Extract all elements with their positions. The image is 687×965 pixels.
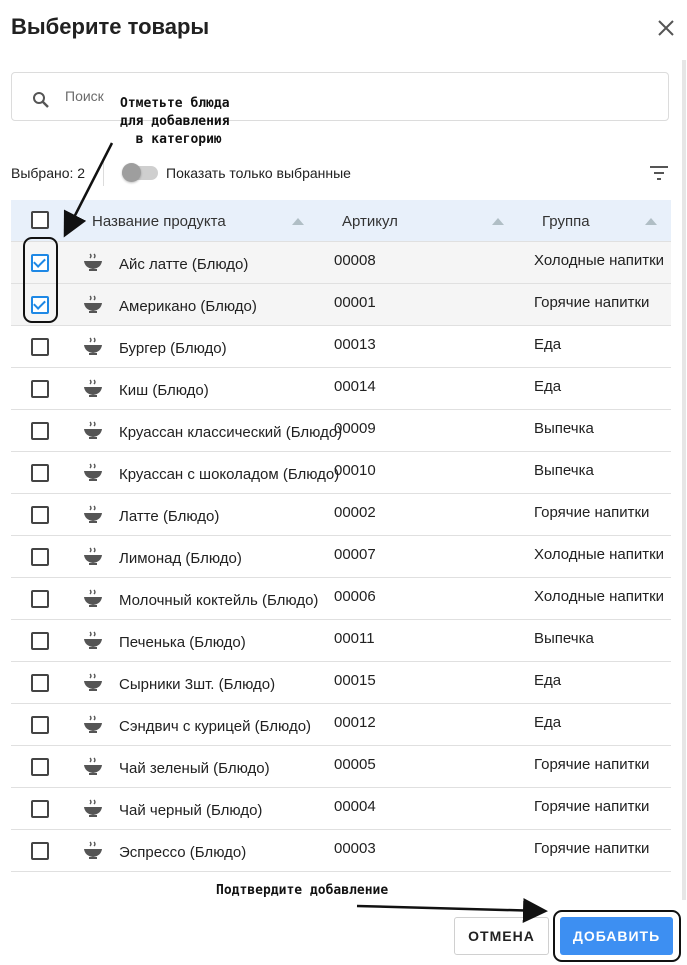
dish-icon: [83, 462, 103, 482]
product-group: Горячие напитки: [534, 504, 650, 521]
table-row[interactable]: [11, 494, 671, 536]
row-checkbox[interactable]: [31, 800, 49, 818]
product-group: Выпечка: [534, 462, 594, 479]
dish-icon: [83, 294, 103, 314]
product-name: Сырники 3шт. (Блюдо): [119, 676, 276, 693]
sort-group-icon[interactable]: [645, 218, 657, 225]
product-name: Печенька (Блюдо): [119, 634, 246, 651]
sort-sku-icon[interactable]: [492, 218, 504, 225]
product-group: Выпечка: [534, 420, 594, 437]
table-row[interactable]: [11, 452, 671, 494]
table-row[interactable]: [11, 620, 671, 662]
product-name: Круассан с шоколадом (Блюдо): [119, 466, 340, 483]
column-header-name[interactable]: Название продукта: [92, 213, 226, 230]
product-sku: 00007: [334, 546, 376, 563]
dish-icon: [83, 798, 103, 818]
table-row[interactable]: [11, 368, 671, 410]
filter-button[interactable]: [648, 164, 670, 182]
search-box[interactable]: [11, 72, 669, 121]
row-checkbox[interactable]: [31, 338, 49, 356]
dish-icon: [83, 420, 103, 440]
scrollbar[interactable]: [682, 60, 686, 900]
row-checkbox[interactable]: [31, 464, 49, 482]
product-group: Холодные напитки: [534, 252, 665, 269]
row-checkbox[interactable]: [31, 590, 49, 608]
add-button[interactable]: ДОБАВИТЬ: [560, 917, 673, 955]
table-row[interactable]: [11, 242, 671, 284]
product-sku: 00013: [334, 336, 376, 353]
product-name: Американо (Блюдо): [119, 298, 257, 315]
product-sku: 00011: [334, 630, 375, 647]
product-sku: 00001: [334, 294, 376, 311]
toggle-label: Показать только выбранные: [166, 165, 351, 181]
cancel-button[interactable]: ОТМЕНА: [454, 917, 549, 955]
search-icon: [32, 91, 50, 109]
table-row[interactable]: [11, 830, 671, 872]
product-group: Еда: [534, 672, 562, 689]
close-button[interactable]: [654, 16, 678, 40]
row-checkbox[interactable]: [31, 716, 49, 734]
dish-icon: [83, 378, 103, 398]
product-group: Еда: [534, 714, 562, 731]
sort-name-icon[interactable]: [292, 218, 304, 225]
product-group: Холодные напитки: [534, 546, 665, 563]
product-sku: 00010: [334, 462, 376, 479]
select-annotation: Отметьте блюда для добавления в категорию: [120, 96, 230, 147]
product-name: Сэндвич с курицей (Блюдо): [119, 718, 312, 735]
product-sku: 00002: [334, 504, 376, 521]
product-name: Чай зеленый (Блюдо): [119, 760, 270, 777]
product-sku: 00012: [334, 714, 376, 731]
column-header-group[interactable]: Группа: [542, 213, 590, 230]
product-group: Горячие напитки: [534, 756, 650, 773]
product-group: Выпечка: [534, 630, 594, 647]
product-sku: 00015: [334, 672, 376, 689]
product-name: Эспрессо (Блюдо): [119, 844, 247, 861]
product-sku: 00008: [334, 252, 376, 269]
product-name: Киш (Блюдо): [119, 382, 209, 399]
table-row[interactable]: [11, 704, 671, 746]
dish-icon: [83, 714, 103, 734]
row-checkbox[interactable]: [31, 506, 49, 524]
table-row[interactable]: [11, 578, 671, 620]
table-row[interactable]: [11, 788, 671, 830]
product-name: Чай черный (Блюдо): [119, 802, 263, 819]
row-checkbox[interactable]: [31, 758, 49, 776]
table-row[interactable]: [11, 326, 671, 368]
product-group: Горячие напитки: [534, 840, 650, 857]
table-row[interactable]: [11, 662, 671, 704]
checkbox-highlight: [23, 237, 58, 323]
row-checkbox[interactable]: [31, 632, 49, 650]
dish-icon: [83, 546, 103, 566]
product-sku: 00006: [334, 588, 376, 605]
table-row[interactable]: [11, 410, 671, 452]
product-sku: 00009: [334, 420, 376, 437]
dish-icon: [83, 840, 103, 860]
table-row[interactable]: [11, 536, 671, 578]
product-group: Еда: [534, 336, 562, 353]
table-body: [11, 242, 671, 872]
products-table: [11, 200, 671, 872]
row-checkbox[interactable]: [31, 842, 49, 860]
arrow-to-add-button: [357, 906, 543, 911]
product-name: Айс латте (Блюдо): [119, 256, 249, 273]
table-header: [11, 200, 671, 242]
product-name: Бургер (Блюдо): [119, 340, 227, 357]
product-group: Горячие напитки: [534, 798, 650, 815]
product-sku: 00003: [334, 840, 376, 857]
dish-icon: [83, 756, 103, 776]
product-name: Латте (Блюдо): [119, 508, 220, 525]
selected-count: Выбрано: 2: [11, 165, 86, 181]
product-group: Холодные напитки: [534, 588, 665, 605]
dialog-title: Выберите товары: [11, 14, 210, 39]
toolbar-divider: [103, 160, 104, 186]
dish-icon: [83, 336, 103, 356]
column-header-sku[interactable]: Артикул: [342, 213, 398, 230]
dish-icon: [83, 588, 103, 608]
select-all-checkbox[interactable]: [31, 211, 49, 229]
product-name: Круассан классический (Блюдо): [119, 424, 343, 441]
dish-icon: [83, 504, 103, 524]
product-group: Горячие напитки: [534, 294, 650, 311]
filter-icon: [648, 164, 670, 182]
dish-icon: [83, 252, 103, 272]
table-row[interactable]: [11, 746, 671, 788]
row-checkbox[interactable]: [31, 548, 49, 566]
table-row[interactable]: [11, 284, 671, 326]
close-icon: [654, 16, 678, 40]
dish-icon: [83, 630, 103, 650]
row-checkbox[interactable]: [31, 380, 49, 398]
product-sku: 00005: [334, 756, 376, 773]
product-group: Еда: [534, 378, 562, 395]
product-name: Молочный коктейль (Блюдо): [119, 592, 319, 609]
toggle-knob: [122, 163, 141, 182]
row-checkbox[interactable]: [31, 674, 49, 692]
show-selected-toggle[interactable]: [122, 165, 158, 180]
product-sku: 00004: [334, 798, 376, 815]
confirm-annotation: Подтвердите добавление: [216, 883, 389, 898]
product-name: Лимонад (Блюдо): [119, 550, 242, 567]
product-sku: 00014: [334, 378, 376, 395]
row-checkbox[interactable]: [31, 422, 49, 440]
dish-icon: [83, 672, 103, 692]
